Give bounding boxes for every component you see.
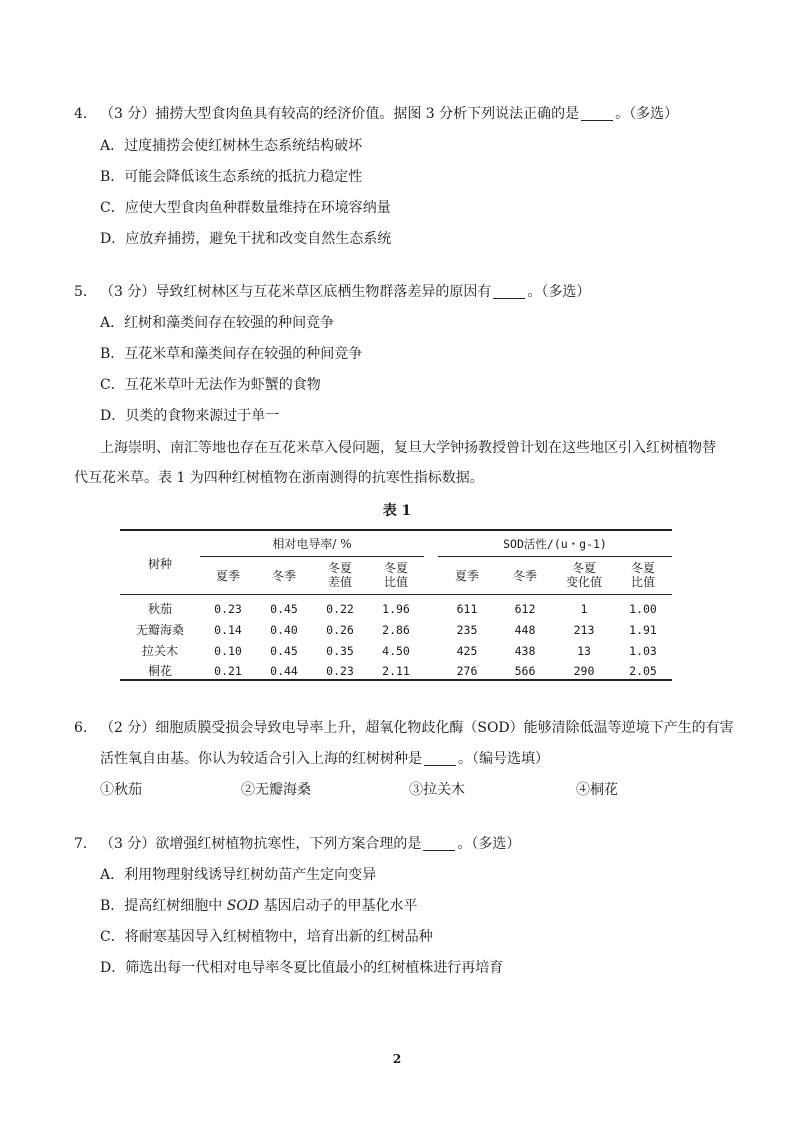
page-number: 2 [392, 1052, 402, 1066]
q7-answer-blank[interactable] [423, 836, 455, 851]
table-cell: 612 [514, 602, 536, 616]
table-cell: 0.45 [270, 602, 298, 616]
q7-option-b-text: B．提高红树细胞中 [100, 898, 227, 914]
table-cell-species: 拉关木 [141, 644, 178, 658]
table-cell: 0.35 [326, 644, 354, 658]
table-cell-species: 无瓣海桑 [135, 623, 184, 637]
table-cell: 1.91 [629, 623, 657, 637]
q7-stem [100, 834, 520, 854]
table-cell: 1.96 [382, 602, 410, 616]
q6-choice-3: ③拉关木 [409, 782, 465, 798]
q6-answer-blank[interactable] [424, 751, 456, 766]
table-cell: 448 [514, 623, 536, 637]
table-cell: 13 [577, 644, 591, 658]
table-cell: 1.00 [629, 602, 657, 616]
table-cell: 438 [514, 644, 536, 658]
q7-option-c: C．将耐寒基因导入红树植物中，培育出新的红树品种 [100, 929, 433, 945]
q6-number: 6． [74, 720, 97, 736]
table-cell: 0.23 [214, 602, 242, 616]
table-cell: 1.03 [629, 644, 657, 658]
q6-choice-4: ④桐花 [576, 782, 618, 798]
table-subheader: 冬夏 变化值 [565, 561, 602, 589]
table-header-rule [120, 594, 672, 595]
table-subheader: 夏季 [215, 569, 240, 583]
q6-stem-line-2 [100, 749, 549, 769]
table-subheader: 冬夏 比值 [630, 561, 655, 589]
q5-stem [100, 282, 590, 302]
table-cell: 290 [573, 664, 595, 678]
q6-stem-line-1: （2 分）细胞质膜受损会导致电导率上升，超氧化物歧化酶（SOD）能够清除低温等逆境下产生的有害 [100, 720, 734, 736]
q7-option-b-suffix: 基因启动子的甲基化水平 [259, 898, 418, 914]
q4-number: 4． [74, 106, 97, 122]
table-cell: 4.50 [382, 644, 410, 658]
table-group1-header: 相对电导率/ % [272, 537, 352, 551]
table-cell-species: 桐花 [147, 664, 172, 678]
table-cell: 0.45 [270, 644, 298, 658]
q5-stem-text: （3 分）导致红树林区与互花米草区底栖生物群落差异的原因有 [100, 284, 492, 300]
table-cell: 0.10 [214, 644, 242, 658]
q5-option-a: A．红树和藻类间存在较强的种间竞争 [100, 315, 335, 331]
table-cell: 0.21 [214, 664, 242, 678]
intro-line-1: 上海崇明、南汇等地也存在互花米草入侵问题，复旦大学钟扬教授曾计划在这些地区引入红树植物替 [100, 440, 716, 456]
q4-stem-text: （3 分）捕捞大型食肉鱼具有较高的经济价值。据图 3 分析下列说法正确的是 [100, 106, 580, 122]
q7-stem-suffix: 。（多选） [457, 836, 521, 852]
table-caption: 表 1 [382, 503, 412, 519]
q5-answer-blank[interactable] [493, 284, 525, 299]
q7-option-b [100, 896, 418, 916]
table-row-header: 树种 [147, 557, 172, 571]
table-cell: 1 [580, 602, 588, 616]
q6-choice-1: ①秋茄 [100, 782, 142, 798]
q5-option-b: B．互花米草和藻类间存在较强的种间竞争 [100, 346, 363, 362]
table-cell: 0.26 [326, 623, 354, 637]
q5-option-c: C．互花米草叶无法作为虾蟹的食物 [100, 377, 321, 393]
table-subheader: 冬季 [512, 569, 537, 583]
q4-option-b: B．可能会降低该生态系统的抵抗力稳定性 [100, 169, 363, 185]
q6-stem-text: 活性氧自由基。你认为较适合引入上海的红树树种是 [100, 751, 422, 767]
data-table [120, 529, 672, 681]
q5-number: 5． [74, 284, 97, 300]
q7-option-b-gene: SOD [226, 898, 260, 914]
table-cell: 0.23 [326, 664, 354, 678]
q4-answer-blank[interactable] [581, 106, 613, 121]
table-cell: 213 [573, 623, 595, 637]
table-cell-species: 秋茄 [147, 602, 172, 616]
table-cell: 0.40 [270, 623, 298, 637]
q4-stem-suffix: 。（多选） [615, 106, 679, 122]
table-cell: 2.11 [382, 664, 410, 678]
table-cell: 611 [456, 602, 478, 616]
table-cell: 566 [514, 664, 536, 678]
table-cell: 425 [456, 644, 478, 658]
q4-option-d: D．应放弃捕捞，避免干扰和改变自然生态系统 [100, 231, 392, 247]
table-cell: 0.44 [270, 664, 298, 678]
q7-number: 7． [74, 836, 97, 852]
table-group1-rule [200, 556, 424, 557]
q7-stem-text: （3 分）欲增强红树植物抗寒性，下列方案合理的是 [100, 836, 422, 852]
table-cell: 2.86 [382, 623, 410, 637]
table-cell: 2.05 [629, 664, 657, 678]
q6-choice-2: ②无瓣海桑 [241, 782, 311, 798]
q5-stem-suffix: 。（多选） [527, 284, 591, 300]
q4-stem [100, 104, 678, 124]
q5-option-d: D．贝类的食物来源过于单一 [100, 408, 280, 424]
q7-option-d: D．筛选出每一代相对电导率冬夏比值最小的红树植株进行再培育 [100, 960, 504, 976]
q7-option-a: A．利用物理射线诱导红树幼苗产生定向变异 [100, 867, 377, 883]
table-top-rule [120, 529, 672, 531]
table-subheader: 冬夏 比值 [383, 561, 408, 589]
table-group2-rule [438, 556, 672, 557]
table-cell: 276 [456, 664, 478, 678]
intro-line-2: 代互花米草。表 1 为四种红树植物在浙南测得的抗寒性指标数据。 [74, 470, 484, 486]
table-cell: 235 [456, 623, 478, 637]
q4-option-c: C．应使大型食肉鱼种群数量维持在环境容纳量 [100, 200, 391, 216]
q4-option-a: A．过度捕捞会使红树林生态系统结构破坏 [100, 138, 363, 154]
table-bottom-rule [120, 679, 672, 681]
table-subheader: 冬季 [271, 569, 296, 583]
q6-stem-suffix: 。（编号选填） [458, 751, 549, 767]
table-cell: 0.22 [326, 602, 354, 616]
table-cell: 0.14 [214, 623, 242, 637]
table-group2-header: SOD活性/(u・g-1) [503, 537, 607, 551]
table-subheader: 夏季 [454, 569, 479, 583]
table-subheader: 冬夏 差值 [327, 561, 352, 589]
